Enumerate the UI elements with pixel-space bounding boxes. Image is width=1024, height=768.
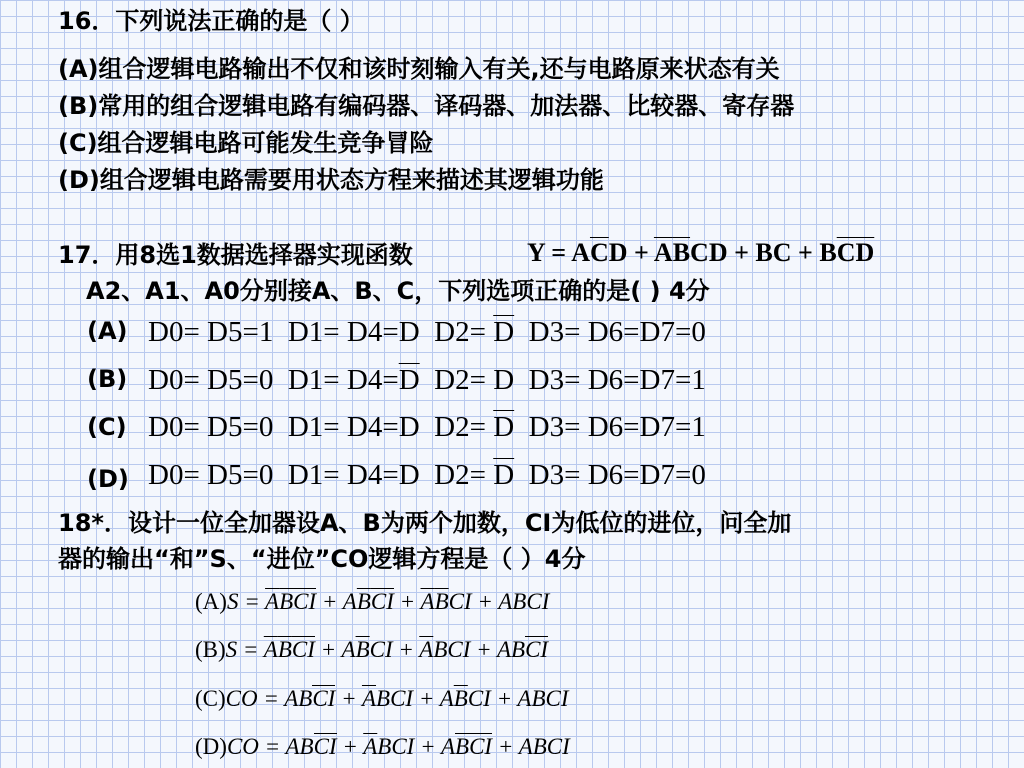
- q18-option-c: (C)CO = ABCI + $\overline{A}BCI + A\overline{B}CI$ + ABCI: [195, 686, 569, 711]
- q17-label-a: (A): [87, 317, 128, 345]
- q16-option-b: (B)常用的组合逻辑电路有编码器、译码器、加法器、比较器、寄存器: [58, 92, 795, 120]
- q18-option-b: $(B)S = \overline{A}\overline{B}CI + A\overline{B}CI + \overline{A}BCI$ + ABCI: [195, 637, 549, 662]
- q17-option-a: D0= D5=1 D1= D4=D $D2= \overline{D}$ D3= D6=D7=0: [148, 316, 706, 348]
- q16-option-d: (D)组合逻辑电路需要用状态方程来描述其逻辑功能: [58, 166, 604, 194]
- q17-label-c: (C): [87, 413, 127, 441]
- q18-option-d: (D)CO = ABCI + $\overline{A}BCI + A\overline{B}CI$ + ABCI: [195, 734, 570, 759]
- q17-option-c: D0= D5=0 D1= D4=D $D2= \overline{D}$ D3= D6=D7=1: [148, 411, 706, 443]
- q18-title: 18*．设计一位全加器设A、B为两个加数，CI为低位的进位，问全加: [58, 509, 792, 537]
- q17-option-b: D0= D5=0 $D1= D4=\overline{D}$ D2= D D3= D6=D7=1: [148, 364, 706, 396]
- q18-subtitle: 器的输出“和”S、“进位”CO逻辑方程是（ ）4分: [58, 545, 586, 573]
- q16-option-c: (C)组合逻辑电路可能发生竞争冒险: [58, 129, 434, 157]
- q17-title: 17．用8选1数据选择器实现函数: [58, 241, 413, 269]
- q17-subtitle: A2、A1、A0分别接A、B、C，下列选项正确的是( ) 4分: [86, 277, 710, 305]
- q17-label-d: (D): [87, 465, 129, 493]
- q16-option-a: (A)组合逻辑电路输出不仅和该时刻输入有关,还与电路原来状态有关: [58, 55, 780, 83]
- q18-option-a: $(A)S = \overline{A}\overline{B}CI + A\overline{B}CI + \overline{A}\overline{B}CI$ + ABCI: [195, 589, 550, 614]
- q17-function: $Y = A\overline{C}D + \overline{A}\overline{B}CD$ + BC + $B\overline{C}\overline{D}$: [527, 238, 875, 267]
- q17-option-d: D0= D5=0 D1= D4=D $D2= \overline{D}$ D3= D6=D7=0: [148, 459, 706, 491]
- q16-title: 16．下列说法正确的是（ ）: [58, 7, 364, 35]
- q17-label-b: (B): [87, 365, 128, 393]
